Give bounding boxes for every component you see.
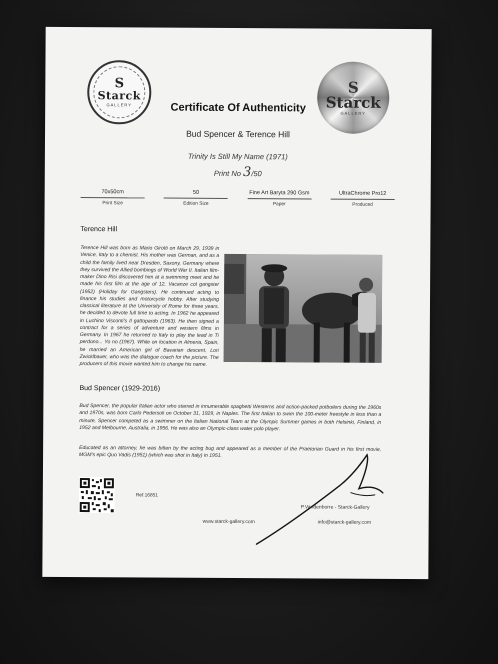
- website-link[interactable]: www.starck-gallery.com: [202, 518, 255, 526]
- film-still-image: [224, 254, 383, 363]
- hologram-monogram: S: [347, 78, 359, 97]
- spec-value: 70x50cm: [81, 189, 145, 198]
- print-no-total: /50: [251, 169, 262, 179]
- spec-value: Fine Art Baryta 290 Gsm: [247, 190, 311, 199]
- terence-hill-bio: Terence Hill was born as Mario Girotti on March 29, 1939 in Venice, Italy to a chemist. His mother was German, and as a child the family lived near Dresden, Saxony, Germany where they survived the Allied bombings of World War II. Italian film-maker Dino Risi discovered him at a swimming meet and he made his first film at the age of 12, Vacanze col gangster (1952) (Holiday for Gangsters). He continued acting to finance his studies and motorcycle hobby. After studying classical literature at the University of Rome for three years, he decided to devote full time to acting. In 1962 he appeared in Luchino Visconti's Il gattopardo (1963). He then signed a contract for a series of adventure and western films in Germany. In 1967 he returned to Italy to play the lead in Ti perdono... Yo no (1967). While on location in Almeria, Spain, he married an American girl of Bavarian descent, Lori Zwicklbauer, who was the dialogue coach for the picture. The producers of this movie wanted him to change his name.: [79, 245, 220, 368]
- reference-number: Ref.16851: [135, 493, 158, 499]
- spec-print-size: [81, 189, 145, 206]
- print-number: [45, 164, 431, 181]
- qr-code: [79, 477, 115, 513]
- spec-label: Edition Size: [183, 201, 209, 207]
- print-no-number: 3: [242, 165, 252, 181]
- bud-spencer-bio: Bud Spencer, the popular Italian actor who starred in innumerable spaghetti Westerns and action-packed potboilers during the 1960s and 1970s, was born Carlo Pedersoli on October 31, 1929, in Naples. The first Italian to swim the 100-meter freestyle in less than a minute, Spencer competed as a swimmer on the Italian National Team at the Olympic Summer games in both Helsinki, Finland, in 1952 and Melbourne, Australia, in 1956. He was also an Olympic-class water polo player.: [79, 403, 382, 433]
- spec-value: 50: [164, 190, 228, 199]
- print-no-label: Print No: [213, 168, 241, 179]
- hologram-sticker: [317, 61, 389, 133]
- spec-label: Print Size: [102, 201, 123, 207]
- hologram-name: Starck: [325, 93, 381, 112]
- hologram-sub: GALLERY: [340, 110, 366, 116]
- work-title: Bud Spencer & Terence Hill: [186, 128, 290, 140]
- logo-name: Starck: [97, 89, 141, 103]
- certificate-title: Certificate Of Authenticity: [170, 101, 306, 115]
- section-heading-terence-hill: Terence Hill: [80, 226, 118, 234]
- specs-row: [81, 189, 395, 208]
- terence-hill-bio-end: [80, 372, 382, 374]
- film-subtitle: Trinity Is Still My Name (1971): [187, 151, 288, 162]
- spec-edition-size: [164, 190, 228, 207]
- handwritten-signature: [253, 448, 394, 549]
- email-link[interactable]: info@starck-gallery.com: [317, 519, 372, 526]
- logo-monogram: S: [114, 76, 125, 92]
- bud-spencer-bio-2: Educated as an attorney, he was bitten by the acting bug and appeared as a member of the Praetorian Guard in his first movie, MGM's epic Quo Vadis (1951) (which was shot in Italy) in 1951.: [79, 445, 382, 460]
- spec-produced: [331, 191, 395, 208]
- spec-paper: [247, 190, 311, 207]
- logo-sub: GALLERY: [106, 102, 132, 108]
- signer-name: P.Vandenborre - Starck-Gallery: [300, 504, 370, 511]
- spec-value: UltraChrome Pro12: [331, 191, 395, 200]
- gallery-logo-seal: [87, 60, 151, 124]
- film-still-photo: [224, 254, 383, 363]
- certificate-paper: [42, 27, 431, 579]
- section-heading-bud-spencer: Bud Spencer (1929-2016): [79, 385, 161, 393]
- spec-label: Produced: [352, 202, 373, 208]
- spec-label: Paper: [272, 202, 286, 208]
